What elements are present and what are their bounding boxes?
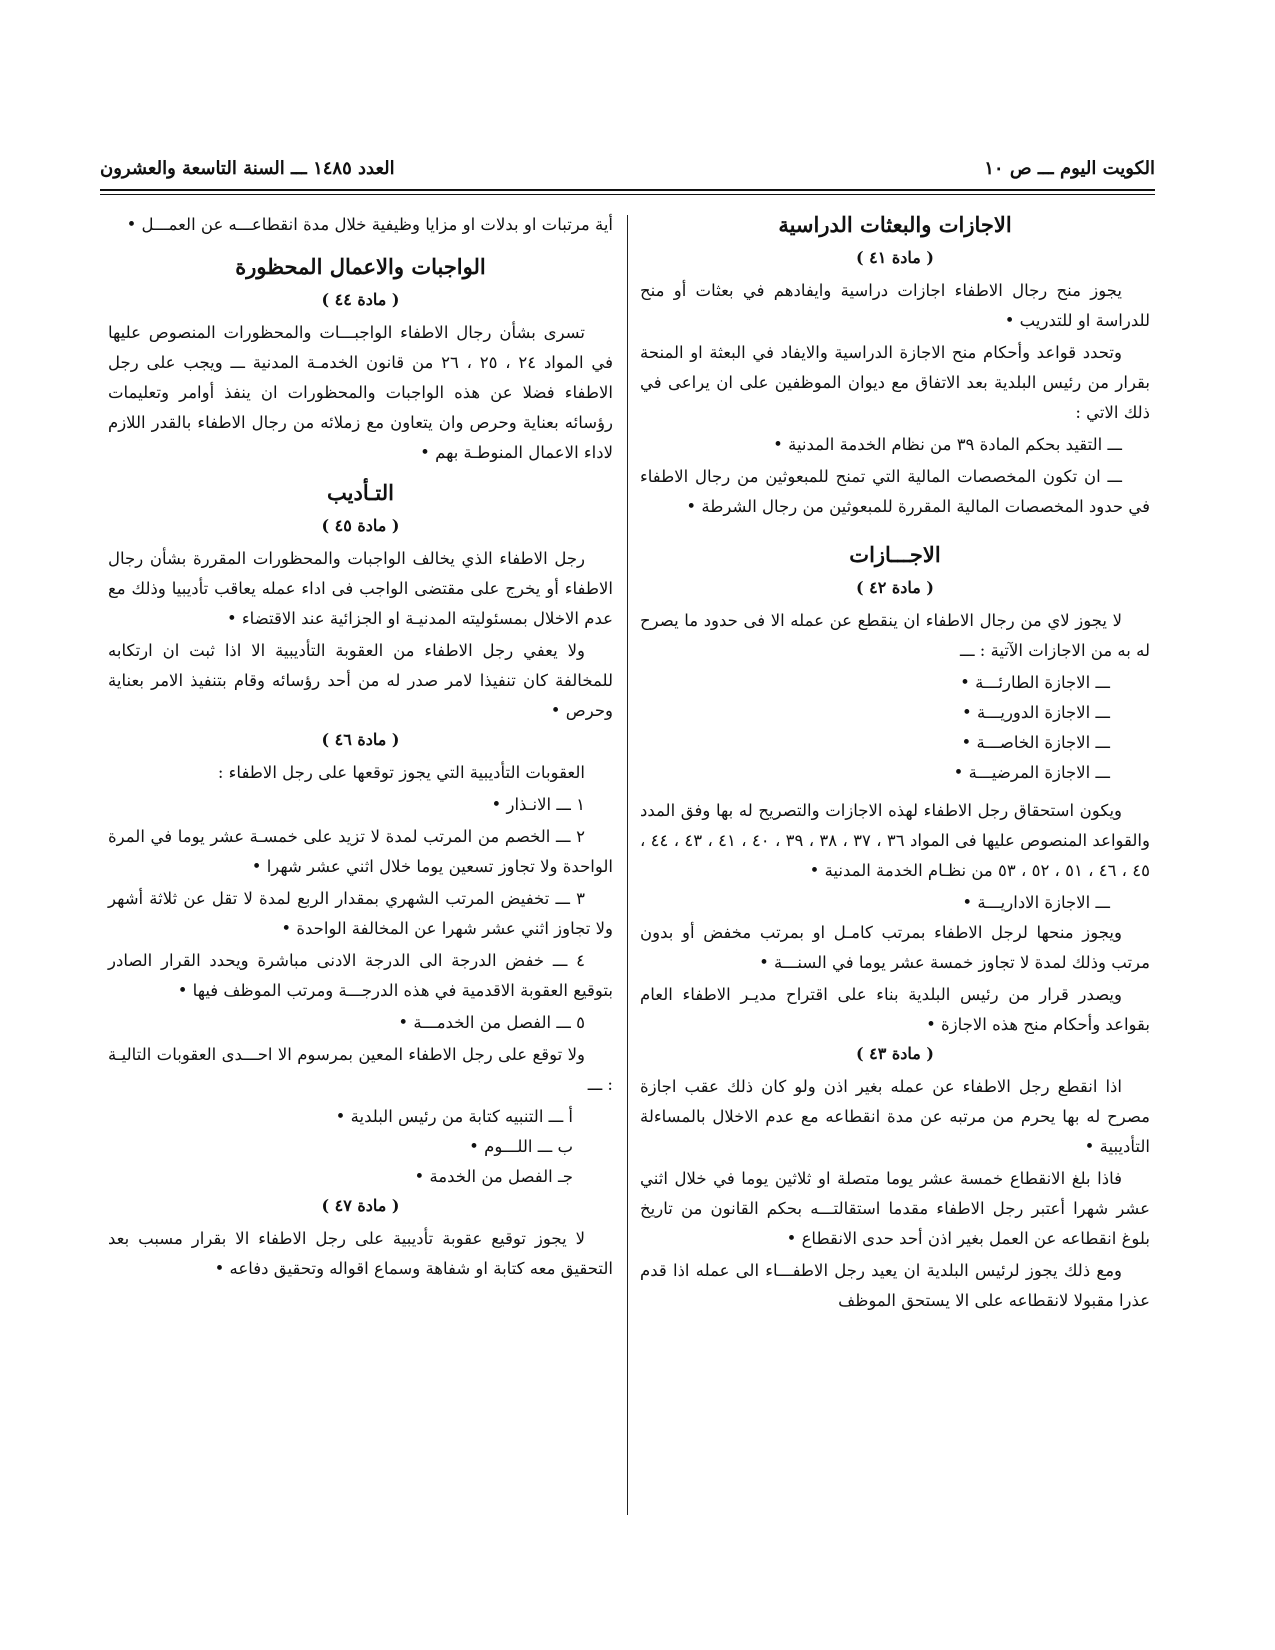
header-publication: الكويت اليوم ـــ ص ١٠ bbox=[984, 158, 1155, 179]
continued-paragraph: أية مرتبات او بدلات او مزايا وظيفية خلال مدة انقطاعـــه عن العمـــل • bbox=[126, 215, 613, 234]
article-47-heading: ( مادة ٤٧ ) bbox=[321, 1196, 400, 1215]
article-42-paragraph: ويصدر قرار من رئيس البلدية بناء على اقتراح مديـر الاطفاء العام بقواعد وأحكام منح هذه الاجازة • bbox=[640, 985, 1150, 1034]
article-45-paragraph: رجل الاطفاء الذي يخالف الواجبات والمحظورات المقررة بشأن رجال الاطفاء أو يخرج على مقتضى الواجب فى اداء عمله يعاقب تأديبيا وذلك مع عدم الاخلال بمسئوليته المدنيـة او الجزائية عند الاقتضاء • bbox=[108, 549, 613, 628]
article-46-paragraph: العقوبات التأديبية التي يجوز توقعها على رجل الاطفاء : bbox=[217, 763, 585, 782]
article-44-heading: ( مادة ٤٤ ) bbox=[321, 290, 400, 309]
penalty-item: ٥ ـــ الفصل من الخدمـــة • bbox=[398, 1013, 585, 1032]
article-41-paragraph: يجوز منح رجال الاطفاء اجازات دراسية وايفادهم في بعثات أو منح للدراسة او للتدريب • bbox=[640, 281, 1150, 330]
leave-type-item: ـــ الاجازة الخاصـــة • bbox=[961, 733, 1110, 752]
leave-type-item: ـــ الاجازة المرضيـــة • bbox=[953, 763, 1110, 782]
penalty-item: ب ـــ اللـــوم • bbox=[469, 1137, 573, 1156]
article-43-paragraph: فاذا بلغ الانقطاع خمسة عشر يوما متصلة او ثلاثين يوما في خلال اثني عشر شهرا أعتبر رجل الاطفاء مقدما استقالتـــه بحكم القانون من تاريخ بلوغ انقطاعه عن العمل بغير اذن أحد حدى الانقطاع • bbox=[640, 1169, 1150, 1248]
article-43-paragraph: اذا انقطع رجل الاطفاء عن عمله بغير اذن ولو كان ذلك عقب اجازة مصرح له بها يحرم من مرتبه عن مدة انقطاعه مع عدم الاخلال بالمساءلة التأديبية • bbox=[640, 1077, 1150, 1156]
article-42-paragraph: لا يجوز لاي من رجال الاطفاء ان ينقطع عن عمله الا فى حدود ما يصرح له به من الاجازات الآتية : ـــ bbox=[640, 611, 1150, 660]
leave-type-item: ـــ الاجازة الدوريـــة • bbox=[962, 703, 1110, 722]
article-43-paragraph: ومع ذلك يجوز لرئيس البلدية ان يعيد رجل الاطفـــاء الى عمله اذا قدم عذرا مقبولا لانقطاعه على الا يستحق الموظف bbox=[640, 1261, 1150, 1310]
article-42-paragraph: ويجوز منحها لرجل الاطفاء بمرتب كامـل او بمرتب مخفض أو بدون مرتب وذلك لمدة لا تجاوز خمسة عشر يوما في السنـــة • bbox=[640, 923, 1150, 972]
article-44-paragraph: تسرى بشأن رجال الاطفاء الواجبـــات والمحظورات المنصوص عليها في المواد ٢٤ ، ٢٥ ، ٢٦ من قانون الخدمـة المدنية ـــ ويجب على رجل الاطفاء فضلا عن هذه الواجبات والمحظورات ان ينفذ أوامر وتعليمات رؤسائه بعناية وحرص وان يتعاون مع زملائه من رجال الاطفاء بالقدر اللازم لاداء الاعمال المنوطـة بهم • bbox=[108, 323, 613, 462]
column-divider bbox=[627, 215, 628, 1515]
article-43-heading: ( مادة ٤٣ ) bbox=[856, 1044, 934, 1063]
left-column bbox=[108, 210, 613, 1286]
article-42-heading: ( مادة ٤٢ ) bbox=[856, 578, 934, 597]
penalty-item: ٤ ـــ خفض الدرجة الى الدرجة الادنى مباشرة ويحدد القرار الصادر بتوقيع العقوبة الاقدمية في هذه الدرجـــة ومرتب الموظف فيها • bbox=[108, 951, 613, 1000]
leave-type-item: ـــ الاجازة الطارئـــة • bbox=[960, 673, 1110, 692]
penalty-item: أ ـــ التنبيه كتابة من رئيس البلدية • bbox=[335, 1107, 573, 1126]
penalty-item: ٣ ـــ تخفيض المرتب الشهري بمقدار الربع لمدة لا تقل عن ثلاثة أشهر ولا تجاوز اثني عشر شهرا عن المخالفة الواحدة • bbox=[108, 889, 613, 938]
article-41-item: ـــ التقيد بحكم المادة ٣٩ من نظام الخدمة المدنية • bbox=[773, 435, 1122, 454]
article-41-heading: ( مادة ٤١ ) bbox=[856, 248, 934, 267]
penalty-item: ٢ ـــ الخصم من المرتب لمدة لا تزيد على خمسـة عشر يوما في المرة الواحدة ولا تجاوز تسعين يوما خلال اثني عشر شهرا • bbox=[108, 827, 613, 876]
article-46-heading: ( مادة ٤٦ ) bbox=[321, 730, 400, 749]
penalty-item: جـ الفصل من الخدمة • bbox=[414, 1167, 573, 1186]
leave-type-item: ـــ الاجازة الاداريـــة • bbox=[962, 893, 1110, 912]
page-header bbox=[100, 158, 1155, 186]
header-rule bbox=[100, 189, 1155, 191]
section-heading-duties: الواجبات والاعمال المحظورة bbox=[235, 254, 486, 279]
article-41-paragraph: وتحدد قواعد وأحكام منح الاجازة الدراسية والايفاد في البعثة او المنحة بقرار من رئيس البلدية بعد الاتفاق مع ديوان الموظفين على ان يراعى في ذلك الاتي : bbox=[640, 343, 1150, 422]
article-45-heading: ( مادة ٤٥ ) bbox=[321, 516, 400, 535]
right-column bbox=[640, 210, 1150, 1318]
article-41-item: ـــ ان تكون المخصصات المالية التي تمنح للمبعوثين من رجال الاطفاء في حدود المخصصات المالية المقررة للمبعوثين من رجال الشرطة • bbox=[640, 467, 1150, 516]
header-issue: العدد ١٤٨٥ ـــ السنة التاسعة والعشرون bbox=[100, 158, 395, 179]
section-heading-leaves: الاجـــازات bbox=[849, 542, 941, 567]
article-47-paragraph: لا يجوز توقيع عقوبة تأديبية على رجل الاطفاء الا بقرار مسبب بعد التحقيق معه كتابة او شفاهة وسماع اقواله وتحقيق دفاعه • bbox=[108, 1229, 613, 1278]
article-45-paragraph: ولا يعفي رجل الاطفاء من العقوبة التأديبية الا اذا ثبت ان ارتكابه للمخالفة كان تنفيذا لامر صدر له من أحد رؤسائه وقام بتنفيذ الامر بعناية وحرص • bbox=[108, 641, 613, 720]
header-rule-thin bbox=[100, 194, 1155, 195]
section-heading-discipline: التـأديب bbox=[327, 480, 394, 505]
penalty-item: ١ ـــ الانـذار • bbox=[491, 795, 585, 814]
article-46-paragraph: ولا توقع على رجل الاطفاء المعين بمرسوم الا احـــدى العقوبات التاليـة : ـــ bbox=[108, 1045, 613, 1094]
section-heading-study-leave: الاجازات والبعثات الدراسية bbox=[778, 212, 1012, 237]
article-42-paragraph: ويكون استحقاق رجل الاطفاء لهذه الاجازات والتصريح له بها وفق المدد والقواعد المنصوص عليها فى المواد ٣٦ ، ٣٧ ، ٣٨ ، ٣٩ ، ٤٠ ، ٤١ ، ٤٣ ، ٤٤ ، ٤٥ ، ٤٦ ، ٥١ ، ٥٢ ، ٥٣ من نظـام الخدمة المدنية • bbox=[640, 801, 1150, 880]
